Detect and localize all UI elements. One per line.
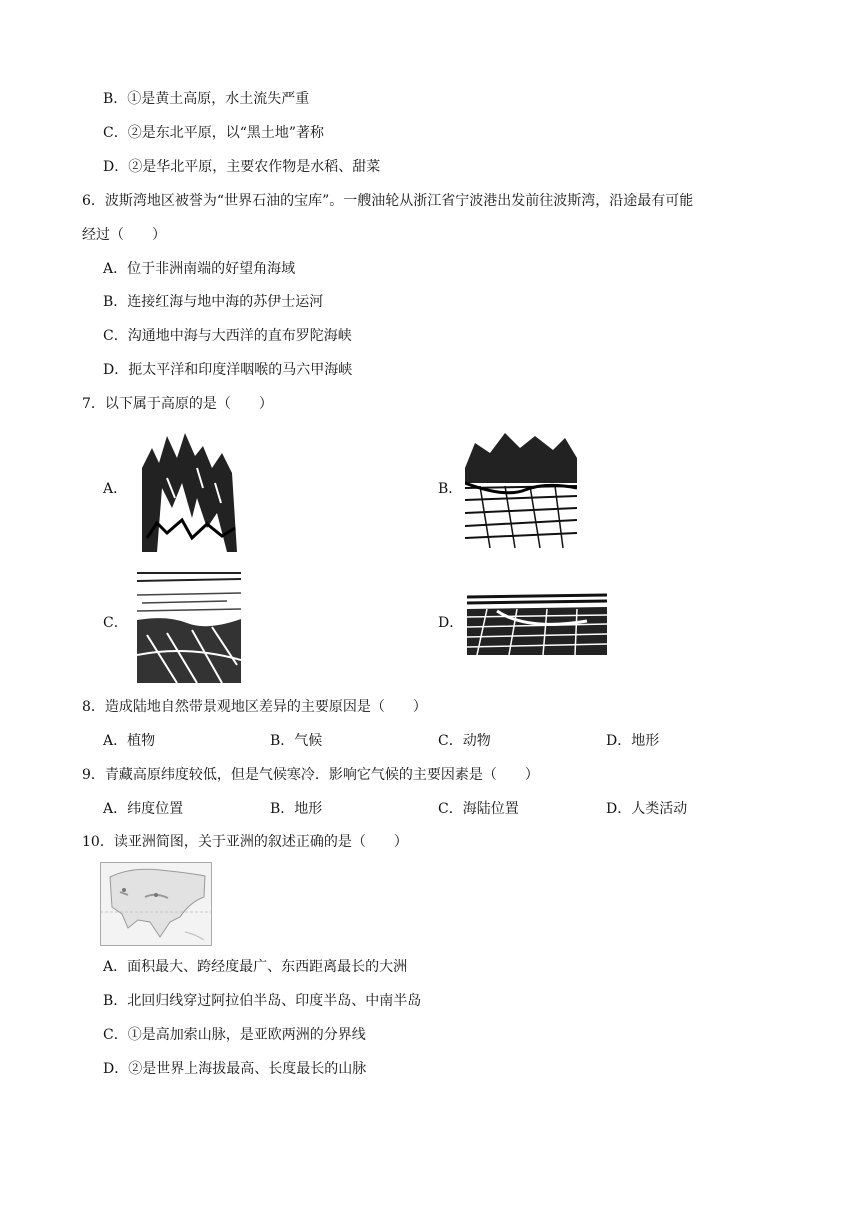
q5-option-b: B．①是黄土高原，水土流失严重 xyxy=(103,91,310,107)
q8-option-b: B．气候 xyxy=(270,733,323,749)
q9-option-a: A．纬度位置 xyxy=(103,801,184,817)
q6-option-a: A．位于非洲南端的好望角海域 xyxy=(103,261,296,277)
q7-image-b-basin xyxy=(465,428,577,548)
q9-stem: 9．青藏高原纬度较低，但是气候寒冷．影响它气候的主要因素是（ ） xyxy=(82,767,539,783)
q7-image-d-plain xyxy=(467,591,607,655)
q10-asia-map-image xyxy=(100,862,212,946)
q8-option-c: C．动物 xyxy=(438,733,491,749)
q8-stem: 8．造成陆地自然带景观地区差异的主要原因是（ ） xyxy=(82,699,427,715)
q10-option-d: D．②是世界上海拔最高、长度最长的山脉 xyxy=(103,1061,367,1077)
q6-stem-cont: 经过（ ） xyxy=(82,227,166,243)
q8-option-d: D．地形 xyxy=(606,733,660,749)
q7-label-d: D． xyxy=(438,615,464,631)
q7-image-c-plateau xyxy=(137,565,241,683)
q5-option-d: D．②是华北平原，主要农作物是水稻、甜菜 xyxy=(103,159,381,175)
q8-option-a: A．植物 xyxy=(103,733,156,749)
q7-label-b: B． xyxy=(438,481,463,497)
q6-option-c: C．沟通地中海与大西洋的直布罗陀海峡 xyxy=(103,328,352,344)
q5-option-c: C．②是东北平原，以“黑土地”著称 xyxy=(103,125,325,141)
q9-option-c: C．海陆位置 xyxy=(438,801,519,817)
q10-option-c: C．①是高加索山脉，是亚欧两洲的分界线 xyxy=(103,1027,366,1043)
q7-label-c: C． xyxy=(103,615,128,631)
q7-stem: 7．以下属于高原的是（ ） xyxy=(82,396,273,412)
q10-option-a: A．面积最大、跨经度最广、东西距离最长的大洲 xyxy=(103,959,408,975)
q7-image-a-mountains xyxy=(137,428,240,552)
q9-option-d: D．人类活动 xyxy=(606,801,688,817)
q6-option-d: D．扼太平洋和印度洋咽喉的马六甲海峡 xyxy=(103,362,353,378)
q9-option-b: B．地形 xyxy=(270,801,323,817)
q7-label-a: A． xyxy=(103,481,128,497)
q6-option-b: B．连接红海与地中海的苏伊士运河 xyxy=(103,294,324,310)
q10-stem: 10．读亚洲简图，关于亚洲的叙述正确的是（ ） xyxy=(82,834,408,850)
q6-stem: 6．波斯湾地区被誉为“世界石油的宝库”。一艘油轮从浙江省宁波港出发前往波斯湾，沿途最有可能 xyxy=(82,193,694,209)
q10-option-b: B．北回归线穿过阿拉伯半岛、印度半岛、中南半岛 xyxy=(103,993,422,1009)
